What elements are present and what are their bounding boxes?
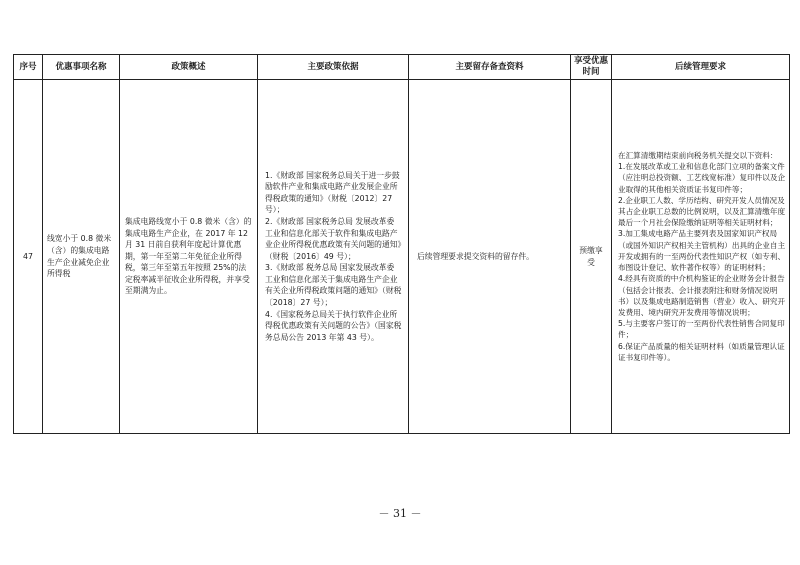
basis-entry: 4.《国家税务总局关于执行软件企业所得税优惠政策有关问题的公告》（国家税务总局公告 2013 年第 43 号）。	[265, 309, 402, 342]
header-basis: 主要政策依据	[258, 55, 409, 80]
row-docs: 后续管理要求提交资料的留存件。	[409, 80, 571, 434]
followup-entry: 4.经具有资质的中介机构鉴证的企业财务会计报告（包括会计报表、会计报表附注和财务情况说明书）以及集成电路制造销售（营业）收入、研究开发费用、境内研究开发费用等情况说明；	[618, 274, 786, 317]
header-overview: 政策概述	[120, 55, 258, 80]
followup-entry: 3.加工集成电路产品主要列表及国家知识产权局（或国外知识产权相关主管机构）出具的企业自主开发或拥有的一至两份代表性知识产权（如专利、布图设计登记、软件著作权等）的证明材料；	[618, 229, 786, 273]
header-followup: 后续管理要求	[612, 55, 790, 80]
header-item: 优惠事项名称	[43, 55, 120, 80]
followup-entry: 2.企业职工人数、学历结构、研究开发人员情况及其占企业职工总数的比例说明，以及汇算清缴年度最后一个月社会保险缴纳证明等相关证明材料；	[618, 195, 786, 228]
basis-entry: 3.《财政部 税务总局 国家发展改革委 工业和信息化部关于集成电路生产企业有关企业所得税政策问题的通知》（财税〔2018〕27 号）；	[265, 263, 402, 308]
row-overview: 集成电路线宽小于 0.8 微米（含）的集成电路生产企业，在 2017 年 12 月 31 日前自获利年度起计算优惠期，第一年至第二年免征企业所得税，第三年至第五年按照 25%的法定税率减半征收企业所得税，并享受至期满为止。	[120, 80, 258, 434]
header-method: 享受优惠时间	[571, 55, 612, 80]
row-basis	[258, 80, 409, 434]
row-method: 预缴享受	[571, 80, 612, 434]
table-header-row	[14, 55, 790, 80]
row-item: 线宽小于 0.8 微米（含）的集成电路生产企业减免企业所得税	[43, 80, 120, 434]
header-docs: 主要留存备查资料	[409, 55, 571, 80]
followup-entry: 6.保证产品质量的相关证明材料（如质量管理认证证书复印件等）。	[618, 341, 785, 362]
followup-entry: 1.在发展改革或工业和信息化部门立项的备案文件（应注明总投资额、工艺线宽标准）复印件以及企业取得的其他相关资质证书复印件等；	[618, 162, 786, 194]
row-seq: 47	[14, 80, 43, 434]
followup-entry: 5.与主要客户签订的一至两份代表性销售合同复印件；	[618, 319, 785, 340]
header-seq: 序号	[14, 55, 43, 80]
policy-table	[13, 54, 790, 434]
row-followup	[612, 80, 790, 434]
page-number: － 31 －	[378, 507, 422, 520]
table-row	[14, 80, 790, 434]
basis-entry: 2.《财政部 国家税务总局 发展改革委 工业和信息化部关于软件和集成电路产业企业所得税优惠政策有关问题的通知》（财税〔2016〕49 号）；	[265, 216, 402, 261]
followup-entry: 在汇算清缴期结束前向税务机关提交以下资料：	[618, 151, 778, 161]
basis-entry: 1.《财政部 国家税务总局关于进一步鼓励软件产业和集成电路产业发展企业所得税政策的通知》（财税〔2012〕27 号）；	[265, 170, 400, 215]
